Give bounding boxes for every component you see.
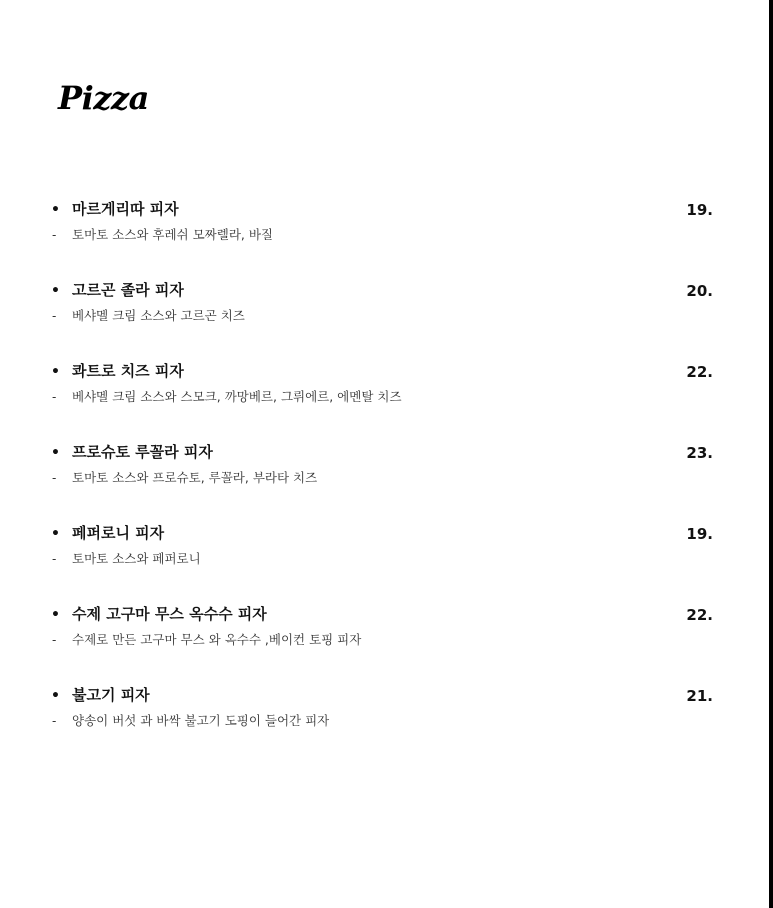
- bullet: •: [51, 445, 60, 461]
- bullet: •: [51, 526, 60, 542]
- item-name: 마르게리따 피자: [72, 200, 179, 218]
- item-name: 프로슈토 루꼴라 피자: [72, 443, 213, 461]
- bullet: •: [51, 283, 60, 299]
- item-price: 19.: [686, 201, 713, 219]
- item-description: 베샤멜 크림 소스와 스모크, 까망베르, 그뤼에르, 에멘탈 치즈: [72, 389, 402, 404]
- dash: -: [52, 309, 57, 323]
- menu-title: Pizza: [58, 79, 149, 117]
- dash: -: [52, 471, 57, 485]
- menu-item: [0, 682, 773, 763]
- menu-item: [0, 358, 773, 439]
- dash: -: [52, 228, 57, 242]
- item-description: 수제로 만든 고구마 무스 와 옥수수 ,베이컨 토핑 피자: [72, 632, 362, 647]
- item-description: 양송이 버섯 과 바싹 불고기 도핑이 들어간 피자: [72, 713, 330, 728]
- item-description: 토마토 소스와 페퍼로니: [72, 551, 201, 566]
- menu-item: [0, 439, 773, 520]
- item-description: 토마토 소스와 후레쉬 모짜렐라, 바질: [72, 227, 273, 242]
- item-price: 19.: [686, 525, 713, 543]
- dash: -: [52, 633, 57, 647]
- bullet: •: [51, 364, 60, 380]
- bullet: •: [51, 202, 60, 218]
- item-name: 수제 고구마 무스 옥수수 피자: [72, 605, 267, 623]
- dash: -: [52, 714, 57, 728]
- menu-item: [0, 520, 773, 601]
- item-price: 20.: [686, 282, 713, 300]
- bullet: •: [51, 688, 60, 704]
- item-name: 페퍼로니 피자: [72, 524, 165, 542]
- menu-item: [0, 277, 773, 358]
- item-name: 콰트로 치즈 피자: [72, 362, 184, 380]
- item-price: 23.: [686, 444, 713, 462]
- item-name: 고르곤 졸라 피자: [72, 281, 184, 299]
- item-description: 베샤멜 크림 소스와 고르곤 치즈: [72, 308, 245, 323]
- menu-item: [0, 601, 773, 682]
- item-price: 21.: [686, 687, 713, 705]
- bullet: •: [51, 607, 60, 623]
- menu-item: [0, 196, 773, 277]
- dash: -: [52, 390, 57, 404]
- item-price: 22.: [686, 606, 713, 624]
- item-name: 불고기 피자: [72, 686, 150, 704]
- item-description: 토마토 소스와 프로슈토, 루꼴라, 부라타 치즈: [72, 470, 318, 485]
- menu-list: [0, 196, 773, 763]
- item-price: 22.: [686, 363, 713, 381]
- dash: -: [52, 552, 57, 566]
